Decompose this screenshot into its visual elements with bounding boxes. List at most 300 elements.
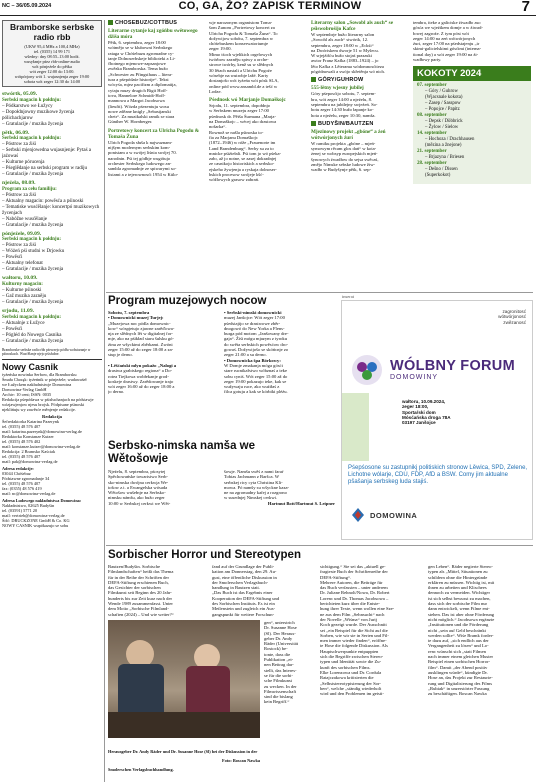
text-line: typen und Identität sowie die Zu- (320, 659, 382, 665)
text-line: Filmwissenschaft (264, 688, 297, 694)
dist-line: Śišć: DRUCKZONE GmbH & Co. KG (2, 517, 70, 523)
program-line: „Muzejowa noc pódla domownic- (108, 320, 171, 326)
text-line: sichtigung.“ Sie sei das „aktuell ge- (320, 564, 386, 569)
program-line: gaja“. Źiśi mógu mjazym z tyroku (224, 336, 288, 342)
text-line: zu beschäftigen. Boscan Nawka (428, 691, 487, 697)
impressum-line: njeklińuju wy zawěsće měnjenje redakcije. (2, 406, 76, 412)
text-line: (lieuftt). Wózda pśezentuju wosu (108, 103, 169, 109)
schedule-program: Serbski magacin k połdnju: (2, 237, 62, 243)
text-line: bra, wót zeger 14:00 a njeźelu, 8. (311, 96, 373, 102)
text-line: dem Motto „Sorbische Filmland- (108, 606, 169, 612)
ad-tagline-line: wótwórjonosć (498, 314, 526, 320)
text-line: wósebje na wutrobje lažé. Karty (209, 72, 269, 78)
schedule-day: pětk, 06.09. (2, 129, 30, 136)
event-line: 03197 Janšojce (402, 420, 436, 426)
text-line: nen Beitrag dar- (264, 662, 294, 668)
impressum-line: Redakcija pśepódawa w pśisłuchanjach na pódstawje (2, 396, 94, 402)
text-line: renc wünscht sich „statt Filmen (428, 648, 486, 654)
text-line: skimi-galicielskimi gósćimi (interna- (413, 46, 482, 52)
sidebar-divider (104, 20, 105, 782)
text-line: W ramiku projekta „gbóne – mjeń- (311, 140, 376, 146)
text-line: ne aus dem Film „Sehnsucht“ nach (320, 611, 385, 617)
address-label: Adresa redakcije: (2, 465, 34, 471)
program-line: filca gotuju a kak se kórbiki pléźu. (224, 389, 288, 395)
text-line: wócyśa, mjez pacifizm a diplomatija, (108, 82, 177, 88)
program-line: kow“ wóspjetujo zjawne zarěďowa- (108, 325, 175, 331)
forum-emblem-icon (350, 353, 384, 387)
schedule-item: – Póstrow za źiśi (2, 142, 37, 148)
text-line: DEFA-Stiftung erschienen Buch, (108, 579, 169, 585)
redakcija-line: tel. (0355) 48 576 402 (2, 438, 41, 444)
address-text (2, 471, 102, 496)
text-line: W srjejźišću bužo stojaś prazaski (311, 53, 372, 59)
column-4 (311, 20, 408, 290)
text-line: ejskeho žywjenja a ryskaja dolnoser- (209, 166, 277, 172)
text-line: narodnin. Pśi tej gódbje wugótujo (108, 155, 171, 161)
text-line: Ulrich Pogoda słuša k najwuznam- (108, 139, 173, 145)
rights-note: Bramborske serbske radio rbb pśewzejo pódłu wobstaranje w pśinoskach. Wusćělanje njejo pśisłušne. (2, 347, 91, 356)
text-line: żenej se wobsyp europejskich mjeń- (311, 151, 378, 157)
ad-tagline-line: zwězanosć (503, 319, 526, 325)
section-tag-label: GÓRY/GUHROW (318, 77, 364, 84)
header-rule (0, 15, 536, 16)
text-line: (Sl). Der Heraus- (264, 630, 296, 636)
text-line: ponistam a w swójej liśnia swójej 70. (108, 150, 177, 156)
kokot-place: – Popojce / Papitz (425, 107, 460, 113)
domowina-logo (350, 507, 417, 523)
text-line: gust, eine öffentliche Diskussion in (212, 574, 277, 580)
impressum (2, 359, 102, 528)
text-line: ze casnikojo historiskich a serbsko- (209, 161, 275, 167)
schedule-item: – Gratulacije / muzika žycenja (2, 267, 64, 273)
program-line: gowaś. Dožywijošo se skóńcnje zo (224, 347, 289, 353)
section-tag (311, 121, 408, 127)
text-line: für in der Reihe der Schriften der (108, 574, 169, 580)
text-line: schildern ohne die Hintergründe (428, 574, 488, 580)
article-body (108, 140, 205, 177)
program-line: burga pód motom „Janšowany dre- (224, 331, 289, 337)
event-line: wałtoru, 10.09.2024, (402, 399, 446, 404)
dist-line: NOWY CASNIK wupókazujo se sobu (2, 522, 69, 528)
event-line: Sportaŕski dom (402, 409, 436, 415)
schedule-item: – Pógléd do Nowego Casnika (2, 332, 62, 338)
ad-label: inserat (342, 294, 354, 299)
text-line: kunft des sorbischen Films. (320, 664, 371, 670)
schedule-item: – Serbski mjenjowedna wujasnjenje: Pytaś a jaźowaś (2, 148, 92, 160)
text-line: cytaju muzy drugich Bigit Hoff- (108, 87, 168, 93)
text-line: Lorenc und Dr. Thomas Jacobsowa – (320, 595, 389, 601)
text-line: Publikation „ei- (264, 657, 294, 663)
text-line: šowje. Namšu swěś z nami faraŕ (224, 469, 284, 474)
text-line: w Serbskem muzeju zeger 17:00 (209, 108, 269, 114)
text-line: Beispiel einen sorbischen Horror- (428, 659, 491, 665)
text-line: chóśebuskem konserwatoriumje (209, 41, 269, 47)
schedule-program: Kulturny magacin: (2, 281, 43, 287)
program-line: drastwa grabiskego regiona“ a Do- (108, 368, 173, 374)
text-line: zwězka Bramborska. Tema bužo (108, 66, 168, 72)
kokot-date: 28. september (417, 161, 447, 167)
program-line: dnogowó do New Yorka a Flens- (224, 325, 285, 331)
text-line: tošow z.t. a Ewangelska wósada (108, 484, 168, 490)
program-line: muzej Janšojce: Wót zeger 17:00 (224, 315, 285, 321)
nimska-signature: Hartmut Bott/Hartmut S. Leipner (267, 500, 335, 506)
text-line: nošarka“. (209, 124, 227, 130)
text-line: strowe twórby, kenž su w slědnych (209, 62, 274, 68)
text-line: wadło w Budyšynje pětk, 6. sep- (311, 167, 372, 173)
sorbischer-column (108, 564, 208, 617)
program-right-column (224, 310, 335, 395)
text-line: Njeźelu, 8. septembra, pśosytej (108, 469, 166, 474)
text-line: nijšym modernym serbskim kom- (108, 145, 171, 151)
schedule-day: njeźela, 08.09. (2, 180, 36, 187)
event-line: zeger 18:00, (402, 404, 429, 410)
text-line: ist sich selbst bewusst zu machen, (428, 595, 491, 601)
schedule-item: – Aktualny telefonat (2, 261, 43, 267)
program-left-column (108, 310, 219, 395)
section-divider (106, 545, 533, 546)
text-line: dass sich der sorbische Film nur (428, 601, 488, 607)
impressum-line: we Łužyckem nakładnistwje Domowina (2, 381, 72, 387)
text-line: werden sollte“. Wiśe Bramk forder- (428, 632, 494, 638)
section-tag-label: CHÓSEBUZ/COTTBUS (115, 20, 178, 26)
kokot-list (413, 81, 531, 181)
impressum-line: tyźeńska nowinka Serbow, dla Bramborsku (2, 371, 77, 377)
text-line: dann entwickelt, wenn Filme ent- (428, 606, 490, 612)
kokot-title: KOKOTY 2024 (413, 66, 531, 81)
text-line: te dazu auf, „sich endlich aus der (428, 638, 489, 644)
section-tag (311, 77, 408, 83)
impressum-line: Archiv: 10 cent; ISSN: 0035 (2, 391, 52, 397)
program-line: • Lěšćański młyn pokažo „Nalogi a (108, 362, 177, 368)
kokot-date: 07. september (417, 83, 447, 89)
text-line: septembra na jubilejny swjeźeń. So- (311, 101, 378, 107)
dist-label: Adresa Ludowego nakładnistwa Domowina: (2, 497, 82, 503)
kokot-place: – Dešno / Dissen (425, 167, 458, 173)
article-body (209, 20, 306, 94)
schedule-item: – Pśeglědanje na serbski program w radiju (2, 166, 87, 172)
text-line: 10:00 w Serbskej cerkwi we Wět- (108, 500, 171, 506)
program-line: • Serbski-nimski domownicki (224, 310, 282, 315)
text-line: Rownož se našla pśinoska to- (209, 129, 264, 135)
program-line: wužywaju ruce, ako wuźiłaś z (224, 384, 280, 390)
kokot-date: 08. september (417, 113, 447, 119)
text-line: hunderts bis zur Zeit kurz nach der (108, 595, 173, 601)
schedule-day: stwórtk, 05.09. (2, 91, 38, 97)
text-line: na Domaškojc – wécej ako drastowa (209, 119, 277, 125)
article-title: Literarne cytanje kaj zgóńbu swětowego džiša móra (108, 28, 198, 40)
schedule-item: – Pódkarstwo we Łužycy (2, 103, 53, 109)
address-line: 03044 Chóśebuz (2, 470, 31, 476)
schedule-item: – Gaž muzika zazněju (2, 293, 47, 299)
text-line: tova, Hannelore Schmidt-Hoff- (108, 92, 166, 98)
program-line: pśedstajijo se drastwowe zběr- (224, 320, 281, 326)
text-line: W septembrje bužo literarny salon (311, 32, 375, 37)
impressum-line: Domowina-Verlag GmbH (2, 386, 47, 392)
address-line: mail: nc@domowina-verlag.de (2, 490, 56, 496)
text-line: Land Brandenburg“. Serby su za to (209, 145, 274, 151)
text-line: Ratajczakowa kritisierten die (320, 675, 374, 681)
text-line: „Selbststereotypisierung der Sor- (320, 680, 381, 686)
schedule-item: – Aktualnje z Łužyce (2, 320, 45, 326)
text-line: der Smolerschen Verlagsbuch- (212, 579, 269, 585)
text-line: orchester Serbskego ludowego an- (108, 160, 172, 166)
text-line: Mehrere Autoren, die Beiträge für (320, 579, 383, 585)
redakcija-line: Šefredaktorka Katarina Pazerynk (2, 418, 60, 424)
program-line: Sobotu, 7. septembra (108, 310, 150, 315)
text-line: šynowych źwadłow do sejsa swěcaś, (311, 156, 379, 162)
text-line: Rostock) be- (264, 646, 288, 652)
impressum-title: Nowy Casnik (2, 361, 59, 372)
kokot-place: – Depsk / Döbbrick (425, 119, 463, 125)
text-line: das Gesichter der sorbischen (108, 585, 161, 591)
column-cottbus (108, 20, 205, 290)
text-line: stellt, das Interes- (264, 667, 297, 673)
schedule-item: – Tematiske wusćělanje: koncertpó muzikowych žycenjach (2, 204, 100, 216)
schedule-item: – Aktualny magacin: powěsća a pśinoski (2, 198, 84, 204)
kokot-place: (Wjacsnale kokota) (425, 95, 463, 101)
text-line: rung und Digitalisierung des Films (428, 680, 493, 686)
text-line: sei „ein Beispiel für die Sicht auf die (320, 627, 388, 633)
program-line: jo derno. (108, 389, 125, 395)
event-line: Mósćańska droga 78A (402, 414, 451, 420)
radio-info-line: wusyłanje pśez rbb-online-audio (23, 59, 81, 64)
text-line: fragteste Buch der Schriftenreihe der (320, 569, 388, 575)
text-line: Filmkunst seit Beginn des 20 Jahr- (108, 590, 172, 596)
text-line: schaften (2024) – Und wie weiter?“ (108, 611, 174, 617)
kokot-place: – Góry / Guhrow (425, 89, 458, 95)
kokot-place: – Zasep / Sasspow (425, 101, 461, 107)
text-line: ben“, welche „ständig wiederholt (320, 685, 382, 691)
section-tag (108, 20, 205, 26)
text-line: erklären zu müssen. Wichtig ist, mit (428, 579, 495, 585)
redakcija-line: tel. (0355) 48 576 407 (2, 423, 41, 429)
schedule-item: – Gratulacije / muzika žycenja (2, 299, 64, 305)
text-line: kation am Donnerstag, den 29. Au- (212, 569, 277, 575)
schedule-item: – Dopołdnjowny muzikowe žycenja pólichachjarow (2, 109, 75, 121)
sorbischer-column (320, 564, 424, 696)
text-line: das Buch verfassten – unter anderem (320, 585, 388, 591)
article-title: Pśednosk wó Marjanje Domaškojc (209, 97, 286, 104)
schedule-day: srjodu, 11.09. (2, 307, 35, 314)
address-line: fax: (0355) 48 576 419 (2, 485, 42, 491)
domowina-linden-icon (350, 507, 366, 523)
text-line: Günther W. Hornberger. (108, 119, 153, 125)
article-title: 555-lětny wjesny jubilej (311, 85, 364, 92)
text-line: symowym rěcam glos dań“ w kota- (311, 146, 377, 152)
schedule-item: – Kulturne pśinoski (2, 287, 42, 293)
text-line: wadłowy party. (413, 57, 442, 63)
text-line: serbskej ricy cyta Christina Kli- (224, 479, 283, 485)
page-header (0, 0, 536, 16)
text-line: Elke Lorenzowa und Dr. Cordula (320, 669, 382, 675)
issue-label: NC – 36/05.09.2024 (2, 3, 52, 9)
schedule-item: – Powěsći (2, 255, 23, 261)
text-line: Lodze. (209, 88, 222, 94)
event-details (402, 399, 451, 425)
forum-logo (350, 353, 515, 387)
text-line: lěto Kafka z Lěterama wódomnosćiteza (311, 63, 384, 69)
text-line: kein Begriff.“ (264, 699, 290, 705)
text-line: sich die Begriffe zwischen Stereo- (320, 654, 384, 660)
text-line: zu wecken. In der (264, 683, 297, 689)
text-line: wóžlowych grasow zabrań. (209, 177, 260, 183)
text-line: w susednjej Nimskej cerkwi. (224, 495, 278, 501)
schedule-item: – Gratulacije / muzika žycenja (2, 172, 64, 178)
text-line: men immer wieder finden“, eröffne- (320, 638, 387, 644)
text-line: twórbow zazněju spiwy a orche- (209, 57, 269, 63)
address-line: Pódstawne zgromadanje 34 (2, 475, 50, 481)
text-line: handlung in Bautzen statt. (212, 585, 260, 591)
schedule-program: Serbski magacin k połdnju: (2, 314, 62, 320)
column-5 (413, 20, 531, 290)
text-line: Koch gezeigt wurde. Der Ausschnitt (320, 622, 387, 628)
text-line: Spěchowańske towaristwo Serb- (108, 474, 168, 480)
text-line: pógódnowali a swójo skřetěnja wó nich. (311, 69, 385, 75)
text-line: čbotnego mjenowe-zapsanjowe (108, 61, 166, 67)
text-line: der Novelle „Wiśma“ von Jurij (320, 616, 377, 622)
text-line: na Dwóriskem dworje 51 w Myšecu. (311, 47, 379, 53)
text-line: nimsku námšu, ako bužo zeger (108, 495, 165, 501)
text-line: dožywijow sobótu, 7. septembra w (209, 35, 274, 41)
redakcija-line: mail: konstanze.kutzer@domowina-verlag.de (2, 443, 81, 449)
program-line: zeger 19:00 pokazujo teke, kak se (224, 378, 287, 384)
dist-text (2, 503, 102, 528)
schedule-program: Program za cełu familiju: (2, 186, 57, 192)
program-line: rotea Tiejkowa wobłekanje grod- (108, 373, 169, 379)
text-line: ausklingen würde“, kündigte Dr. (428, 669, 488, 675)
text-line: septembra, zeger 18:00 w „Eckśi“ (311, 42, 374, 48)
section-tag-label: BUDYŠIN/BAUTZEN (318, 120, 374, 127)
article-body (311, 32, 408, 74)
text-line: online pód www.ansambl.de a tešć w (209, 83, 278, 89)
article-body (209, 103, 306, 182)
nimska-title: Serbsko-nimska namša we Wětošowje (108, 440, 256, 465)
program-line: stup je derno. (108, 352, 133, 358)
text-line: botu zeger 14:30 bužo łapanje ko- (311, 107, 374, 113)
program-line: sobu cyniś. Wót zeger 15:00 až do (224, 373, 288, 379)
text-line: ne na zgromadny kafej a rozgrono (224, 490, 287, 496)
text-line: stehen. Das ist aber ohne Förderung (428, 611, 495, 617)
text-line: Wende 1989 zusammenfasst. Unter (108, 601, 173, 607)
text-line: gen“, unterstrich (264, 620, 295, 625)
page-title: CO, GA, ŽO? ZAPISK TERMINOW (178, 0, 362, 12)
redakcija-line: Redaktorka Konstanze Kutzer (2, 433, 54, 439)
text-line: film“. Damit „der Abend positiv (428, 664, 488, 670)
text-line: rataga w Chóśebuzu zgromadne cy- (108, 50, 174, 56)
address-line: tel. (0355) 48 576 407 (2, 480, 41, 486)
redakcija-label: Redakcija (42, 413, 62, 419)
schedule-item: – Kulturne pórucenja (2, 160, 45, 166)
article-body (311, 141, 408, 173)
schedule-item: – Póstrow za źiśi (2, 243, 37, 249)
forum-title: WÓLBNY FORUM (390, 358, 515, 374)
text-line: tional day) a wót zeger 19:00 na źi- (413, 51, 479, 57)
text-line: mowa. Pó namšy su wšyckne kaza- (224, 484, 290, 490)
text-line: „Institutionen und die Förderung (428, 622, 489, 628)
radio-info-line: wótpórjony wót 1. wujasnjenja zeger 19:00 (14, 74, 90, 79)
program-line: nja ze slědnych lět w digitalnej for- (108, 331, 173, 337)
text-line: dennoch zu vermeiden. Wichtiger (428, 590, 490, 596)
text-line: pśednosk dr. Pětša Šurmana „Marja- (209, 113, 276, 119)
text-line: listami a z tejerownosći 1954 w Külo- (108, 171, 179, 177)
text-line: zeger 14:00 na zeń wótwórjonych (413, 35, 476, 41)
kokot-date: 14. september (417, 131, 447, 137)
schedule-program: Serbski magacin k połdnju: (2, 136, 62, 142)
text-line: berichteten kurz über die Entste- (320, 601, 380, 607)
text-line: Hauptschwerpunkte entpuppten (320, 648, 379, 654)
radio-title: Bramborske serbske radio rbb (9, 22, 95, 42)
text-line: te Hose die folgende Diskussion. Als (320, 643, 388, 649)
program-line: • Domownicka špa Bórkowy: (224, 357, 281, 363)
redakcija-line: mail: katarina.pazerynk@domowina-verlag.de (2, 428, 82, 434)
text-line: Hose an, das Projekt zur Restaurie- (428, 675, 493, 681)
section-divider (106, 292, 533, 293)
text-line: tura a pśepódaśe historije“. Tekst (108, 77, 169, 83)
text-line: nach immer einem gleichen Muster (428, 654, 494, 660)
text-line: sind die bislang (264, 694, 293, 700)
text-line: mannowa a Margot Jacobsowa (108, 98, 165, 104)
text-line: fand auf der Grundlage der Publi- (212, 564, 275, 569)
text-line: bskich procesow swójeje kšć- (209, 172, 264, 178)
nimska-column (224, 469, 335, 501)
text-line: gen Leben“. Räder negierte Stereo- (428, 564, 493, 569)
radio-info-line: wšedny: dny 08:55–13:00 hodź. (24, 54, 80, 59)
text-line: Filmlandschaften“ heißt das Thema (108, 569, 174, 575)
dist-line: tel. (03591) 5771 20 (2, 507, 38, 513)
schedule-item: – Wóżeń pśi studni w Drjowku (2, 249, 65, 255)
program-line: W Domje zmakanja móga gósći (224, 362, 283, 368)
text-line: „Das Buch ist das Ergebnis einer (212, 590, 273, 596)
text-line: hung ihrer Texte, wenn wollen eine Sze- (320, 606, 395, 612)
schedule-item: – Gratulacije / muzika žycenja (2, 222, 64, 228)
program-line: mje, ako na pśikład staru šulsku gó- (108, 336, 174, 342)
radio-info (5, 44, 99, 84)
dist-line: Nakładnistwo, 02625 Budyšin (2, 502, 55, 508)
text-line: Srjodu, 11. septembra, dopołdnjo (209, 103, 271, 109)
program-line: zeger 21:00 a su derno. (224, 352, 267, 358)
text-line: Ulricha Pogodu & Tomaša Žuna“. To (209, 30, 278, 36)
article-title: Literarny salon „Sowobl als auch“ se pśiswobrośijo Kafce (311, 20, 393, 32)
impressum-text (2, 372, 102, 412)
kokot-place: – Žylow / Sielow (425, 125, 459, 131)
schedule-item: – Nabóžne wusćělanje (2, 216, 47, 222)
schedule-day: pónjeźele, 09.09. (2, 230, 42, 237)
text-line: Góry pśeposćijo sobotu, 7. septem- (311, 91, 376, 97)
text-line: fia za Marjanu Domaškojc (209, 134, 258, 140)
invite-text: Pśepśosone su zastupnikj politiskich stronow Lěwica, SPD, Zelene, Lichotne wólarje, CDU, FDP, AfD a BSW. Comy jim aktualne pšašanja serbskeg luda stajiś. (348, 465, 528, 485)
text-line: mnicke pśiźiełali. Pśi tom jo wó pśeka- (209, 150, 282, 156)
text-line: ihnen zu arbeiten und Klischees (428, 585, 487, 591)
text-line: nicht möglich.“ Jacobsowa ergänzte (428, 616, 495, 622)
text-line: nowe zděane knigly „Sebastjanski (108, 108, 171, 114)
photo-credit: Foto: Boscan Nawka (222, 758, 260, 763)
dist-line: mail: vertrieb@domowina-verlag.de (2, 512, 65, 518)
program-line: źinu ze wšyckimi zběrkami. Zwóni (108, 341, 173, 347)
photo-caption (108, 740, 260, 776)
sorbischer-article (108, 548, 533, 782)
text-line: hota a njeźelu, zeger 10:30, namša. (311, 112, 376, 118)
radio-info-line: wót zeger 12:00 do 13:00. (29, 69, 75, 74)
text-line: „Rubiak“ in unzerstörter Fassung (428, 685, 490, 691)
schedule-item: – Powěsći (2, 326, 23, 332)
ad-tagline-line: zagronitosć (502, 309, 526, 314)
text-line: wje narozonym organistom Toma- (209, 20, 273, 25)
text-line: zało, až jo notne, se zasej dokradnjej (209, 156, 277, 162)
text-line: zeger 19:00. (209, 46, 232, 52)
impressum-line: wózjawjenjow njesu brojsk. Pódpisane pśinoski (2, 401, 85, 407)
event-photo (108, 620, 260, 738)
article-body (108, 40, 205, 125)
